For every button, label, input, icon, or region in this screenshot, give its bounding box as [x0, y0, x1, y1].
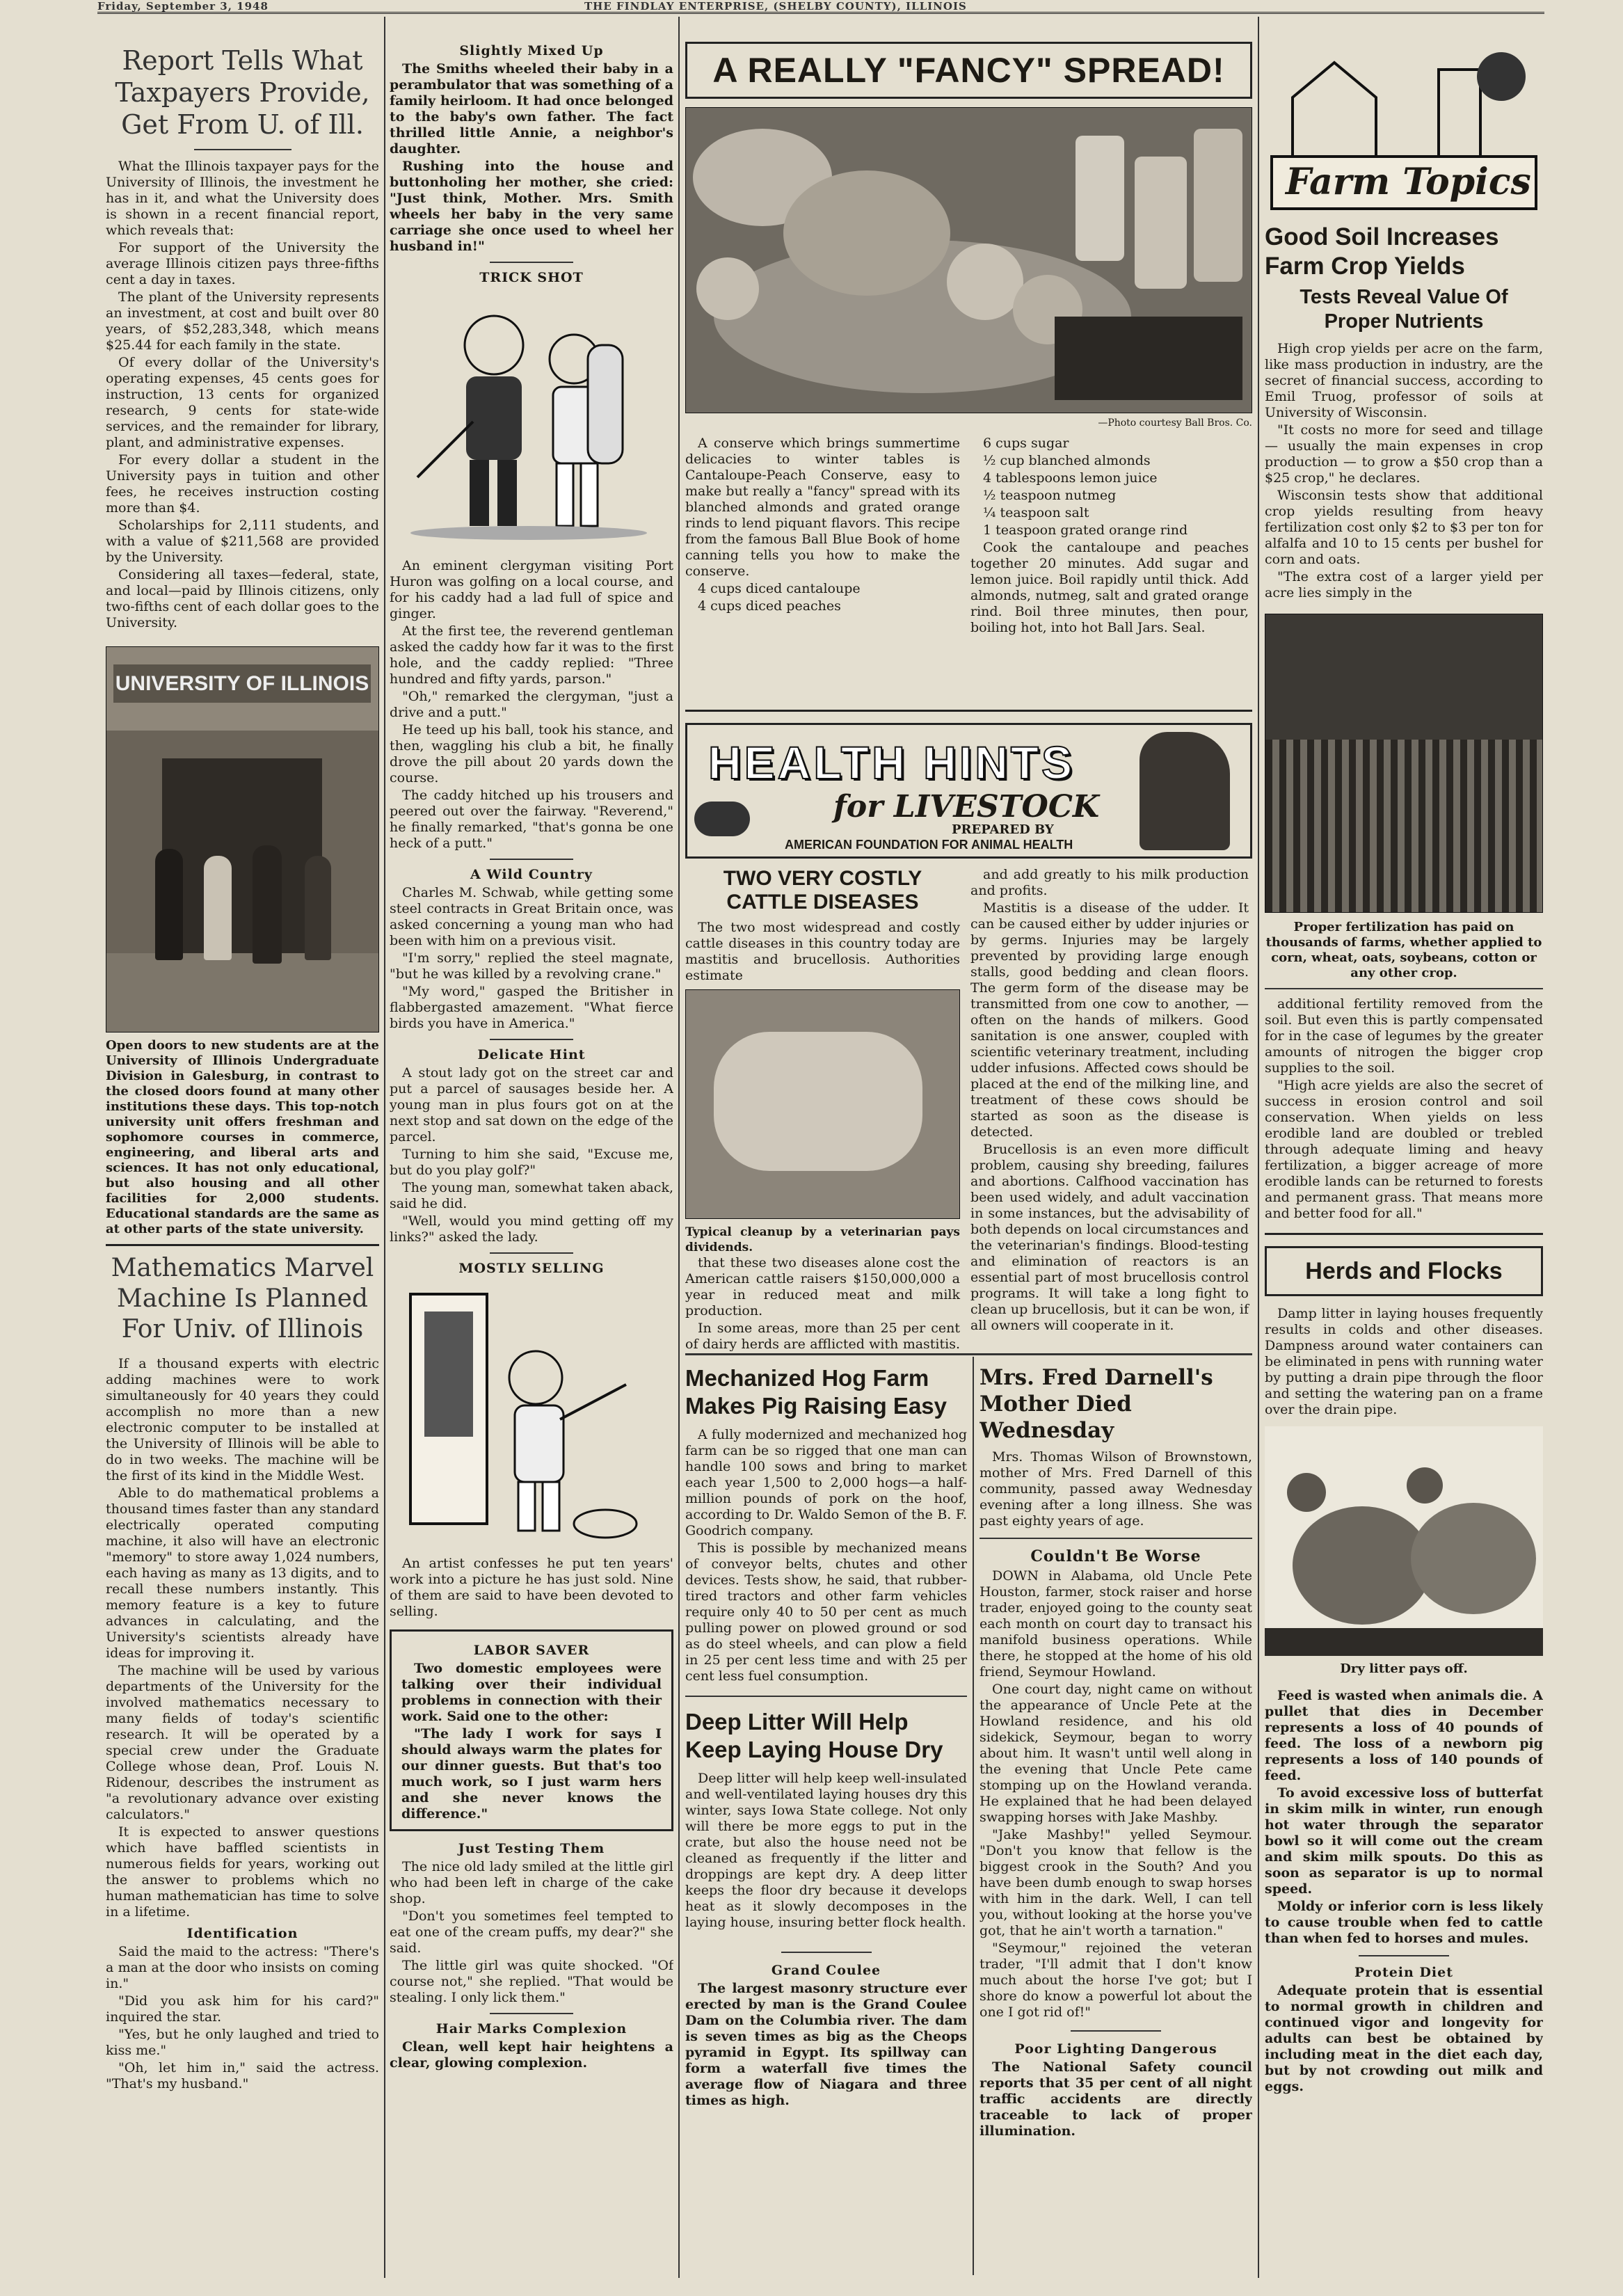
paragraph: Of every dollar of the University's operating expenses, 45 cents goes for instruction, 13 cents for organized research, 9 cents for state-wide services, and the remainder for library, plant, and administrative expenses. [106, 355, 379, 450]
divider [1265, 988, 1543, 989]
paragraph: For every dollar a student in the University pays in tuition and other fees, he receives instruction costing more than $4. [106, 452, 379, 516]
herds-flocks-title: Herds and Flocks [1265, 1246, 1543, 1296]
report-article [106, 159, 379, 631]
mixed-up-joke [390, 61, 673, 255]
divider [106, 1244, 379, 1246]
just-testing-title: Just Testing Them [458, 1841, 605, 1856]
divider [685, 1696, 967, 1697]
paragraph: Turning to him she said, "Excuse me, but do you play golf?" [390, 1147, 673, 1178]
divider [1071, 2030, 1161, 2032]
hair-title: Hair Marks Complexion [435, 2021, 627, 2036]
paragraph: High crop yields per acre on the farm, like mass production in industry, are the secret of financial success, according to Emil Truog, professor of soils at University of Wisconsin. [1265, 341, 1543, 420]
soil-subheadline: Tests Reveal Value Of Proper Nutrients [1300, 286, 1508, 333]
corn-photo-caption: Proper fertilization has paid on thousands of farms, whether applied to corn, wheat, oats, soybeans, cotton or any other crop. [1265, 920, 1542, 980]
paragraph: Wisconsin tests show that additional crop yields resulting from heavy fertilization cost only $2 to $3 per ton for alfalfa and 10 to 15 cents per bushel for corn and oats. [1265, 488, 1543, 567]
paragraph: For support of the University the average Illinois citizen pays three-fifths cent a day in taxes. [106, 240, 379, 287]
paragraph: Deep litter will help keep well-insulated and well-ventilated laying houses dry this winter, says Iowa State college. Not only will there be more eggs to put in the crate, but also the house need not be cleaned as frequently if the litter and droppings are kept dry. A deep litter keeps the floor dry because it develops heat as it slowly decomposes in the laying house, insuring better flock health. [685, 1771, 967, 1930]
paragraph: "Did you ask him for his card?" inquired the star. [106, 1993, 379, 2025]
paragraph: "Jake Mashby!" yelled Seymour. "Don't you know that fellow is the biggest crook in the South? And you have been dumb enough to swap horses with him in the dark. Well, I can tell you, without looking at the horse you've got, that he ain't worth a tarnation." [980, 1827, 1252, 1938]
paragraph: Two domestic employees were talking over their individual problems in connection with their work. Said one to the other: [401, 1661, 662, 1724]
cattle-photo-caption: Typical cleanup by a veterinarian pays dividends. [685, 1225, 960, 1254]
recipe-left [685, 436, 960, 616]
paragraph: In some areas, more than 25 per cent of dairy herds are afflicted with mastitis. [685, 1321, 960, 1351]
conserve-recipe [685, 436, 1252, 700]
paragraph: Feed is wasted when animals die. A pullet that dies in December represents a loss of 40 pounds of feed. The loss of a newborn pig represents a loss of 140 pounds of feed. [1265, 1688, 1543, 1783]
issue-date: Friday, September 3, 1948 [97, 0, 269, 13]
darnell-article [980, 1449, 1252, 1529]
wild-country-title: A Wild Country [470, 867, 593, 882]
protein-title: Protein Diet [1354, 1965, 1454, 1980]
ingredients-right [970, 436, 1249, 539]
paragraph: ¼ teaspoon salt [983, 505, 1089, 520]
worse-title: Couldn't Be Worse [1030, 1547, 1201, 1565]
column-1 [106, 15, 379, 2290]
divider [194, 149, 291, 150]
identification-joke [106, 1944, 379, 2092]
cattle-right [970, 867, 1249, 1335]
paragraph: "Well, would you mind getting off my links?" asked the lady. [390, 1213, 673, 1245]
farm-topics-title: Farm Topics [1286, 161, 1531, 203]
mostly-selling-title: MOSTLY SELLING [458, 1261, 605, 1276]
farm-topics-logo [1265, 35, 1543, 216]
paper-name: THE FINDLAY ENTERPRISE, (SHELBY COUNTY), ILLINOIS [584, 0, 967, 13]
health-org: AMERICAN FOUNDATION FOR ANIMAL HEALTH [785, 838, 1073, 852]
recipe-right [970, 436, 1249, 637]
university-photo-caption: Open doors to new students are at the University of Illinois Undergraduate Division in Galesburg, in contrast to the closed doors found at many other institutions these days. This top-notch university unit offers freshman and sophomore courses in commerce, engineering, and liberal arts and sciences. It has not only educational, but also housing and all other facilities for 2,000 students. Educational standards are the same as at other parts of the state university. [106, 1038, 379, 1236]
paragraph: Damp litter in laying houses frequently results in colds and other diseases. Dampness around water containers can be eliminated in pens with running water by putting a drain pipe through the floor and setting the watering pan on a frame over the drain pipe. [1265, 1306, 1543, 1417]
paragraph: "I'm sorry," replied the steel magnate, "but he was killed by a revolving crane." [390, 950, 673, 982]
paragraph: "Seymour," rejoined the veteran trader, "I'll admit that I don't know much about the horse I've got; but I shore do know a powerful lot about the one I got rid of!" [980, 1940, 1252, 2020]
paragraph: "My word," gasped the Britisher in flabbergasted amazement. "What fierce birds you have in America." [390, 984, 673, 1031]
paragraph: A fully modernized and mechanized hog farm can be so rigged that one man can handle 100 sows and bring to market each year 1,500 to 2,000 hogs—a half-million pounds of pork on the hoof, according to Dr. Waldo Semon of the B. F. Goodrich company. [685, 1427, 967, 1538]
paragraph: The Smiths wheeled their baby in a perambulator that was something of a family heirloom. It had once belonged to the baby's own father. The fact thrilled little Annie, a neighbor's daughter. [390, 61, 673, 157]
paragraph: One court day, night came on without the appearance of Uncle Pete at the Howland residence, and his old sidekick, Seymour, began to worry about him. It wasn't until well along in the evening that Uncle Pete came stomping up on the Howland veranda. He explained that he had been delayed swapping horses with Jake Mashby. [980, 1682, 1252, 1825]
golf-cartoon [390, 289, 673, 554]
litter-article [685, 1771, 967, 1931]
paragraph: and add greatly to his milk production and profits. [970, 867, 1249, 898]
paragraph: 4 cups diced cantaloupe [698, 581, 861, 596]
divider [685, 710, 1252, 712]
paragraph: "Oh," remarked the clergyman, "just a drive and a putt." [390, 689, 673, 720]
column-5 [1265, 15, 1543, 2290]
litter-headline: Deep Litter Will Help Keep Laying House Dry [685, 1709, 943, 1762]
hens-photo [1265, 1426, 1543, 1656]
divider [490, 1252, 573, 1254]
report-headline: Report Tells What Taxpayers Provide, Get From U. of Ill. [115, 45, 370, 140]
lighting-article [980, 2059, 1252, 2139]
divider [490, 262, 573, 263]
hens-caption: Dry litter pays off. [1340, 1661, 1468, 1676]
column-rule [678, 17, 680, 2278]
masthead [97, 0, 1544, 14]
paragraph: Adequate protein that is essential to normal growth in children and continued vigor and longevity for adults can best be obtained by including meat in the diet each day, but by not crowding out milk and eggs. [1265, 1983, 1543, 2094]
soil-headline: Good Soil Increases Farm Crop Yields [1265, 223, 1499, 280]
worse-story [980, 1568, 1252, 2020]
cattle-left-text [685, 920, 960, 984]
herds-article-2 [1265, 1688, 1543, 1947]
wild-country-story [390, 885, 673, 1032]
cattle-left [685, 867, 960, 1351]
column-rule [973, 1357, 974, 2275]
horse-icon [1140, 732, 1230, 850]
photo-credit: —Photo courtesy Ball Bros. Co. [1098, 417, 1252, 429]
paragraph: To avoid excessive loss of butterfat in skim milk in winter, run enough hot water through the separator bowl so it will come out the cream and skim milk spouts. Do this as soon as separator is up to normal speed. [1265, 1785, 1543, 1897]
delicate-hint-story [390, 1065, 673, 1245]
paragraph: Mastitis is a disease of the udder. It can be caused either by udder injuries or by germs. Injuries may be largely prevented by providing large enough stalls, good bedding and clean floors. The germ form of the disease may be transmitted from one cow to another, — often on the hands of milkers. Good sanitation is one answer, coupled with scientific veterinary treatment, including udder infusions. Affected cows should be placed at the end of the milking line, and treatment of these cows should be started as soon as the disease is detected. [970, 900, 1249, 1140]
hair-story [390, 2039, 673, 2071]
paragraph: Rushing into the house and buttonholing her mother, she cried: "Just think, Mother. Mrs. Smith wheels her baby in the very same carriage she once used to wheel her husband in!" [390, 159, 673, 254]
cattle-photo [685, 989, 960, 1219]
paragraph: The machine will be used by various departments of the University for the involved mathematics necessary to many fields of today's scientific research. It will be operated by a special crew under the Graduate College whose dean, Prof. Louis N. Ridenour, describes the instrument as "a revolutionary advance over existing calculators." [106, 1663, 379, 1822]
paragraph: 4 tablespoons lemon juice [983, 470, 1158, 486]
paragraph: The young man, somewhat taken aback, said he did. [390, 1180, 673, 1211]
paragraph: Considering all taxes—federal, state, and local—paid by Illinois citizens, only two-fifths cent of each dollar goes to the University. [106, 567, 379, 630]
divider [490, 2013, 573, 2014]
paragraph: An artist confesses he put ten years' work into a picture he has just sold. Nine of them are said to have been devoted to selling. [390, 1556, 673, 1619]
paragraph: Able to do mathematical problems a thousand times faster than any standard electrically operated computing machine, it also will have an electronic "memory" to store away 1,024 numbers, each having as many as 13 digits, and to recall these numbers instantly. This memory feature is a key to future advances in calculating, and the University's scientists already have ideas for improving it. [106, 1485, 379, 1661]
labor-saver-story [401, 1661, 662, 1822]
cattle-left-text-2 [685, 1255, 960, 1351]
divider [980, 1538, 1252, 1539]
paragraph: "The extra cost of a larger yield per acre lies simply in the [1265, 569, 1543, 600]
trick-shot-title: TRICK SHOT [479, 270, 584, 285]
paragraph: that these two diseases alone cost the American cattle raisers $150,000,000 a year in reduced meat and milk production. [685, 1255, 960, 1318]
column-2 [390, 15, 673, 2290]
center-bottom-right [980, 1360, 1252, 2279]
mostly-selling-story [390, 1556, 673, 1620]
soil-article-2 [1265, 996, 1543, 1222]
paragraph: "Oh, let him in," said the actress. "That's my husband." [106, 2060, 379, 2091]
column-rule [1258, 17, 1259, 2278]
paragraph: DOWN in Alabama, old Uncle Pete Houston, farmer, stock raiser and horse trader, enjoyed going to the county seat each month on court day to transact his manifold business operations. While there, he stopped at the home of his old friend, Seymour Howland. [980, 1568, 1252, 1680]
paragraph: The National Safety council reports that 35 per cent of all night traffic accidents are directly traceable to lack of proper illumination. [980, 2059, 1252, 2139]
paragraph: Clean, well kept hair heightens a clear, glowing complexion. [390, 2039, 673, 2071]
darnell-headline: Mrs. Fred Darnell's Mother Died Wednesday [980, 1365, 1213, 1443]
artist-cartoon [390, 1280, 673, 1552]
health-hints-title: HEALTH HINTS [708, 737, 1076, 788]
identification-title: Identification [186, 1926, 298, 1941]
coulee-article [685, 1981, 967, 2109]
university-photo [106, 646, 379, 1033]
conserve-photo [685, 107, 1252, 413]
paragraph: "Don't you sometimes feel tempted to eat one of the cream puffs, my dear?" she said. [390, 1908, 673, 1956]
paragraph: This is possible by mechanized means of conveyor belts, chutes and other devices. Tests show, he said, that rubber-tired tractors and other farm vehicles require only 40 to 50 per cent as much pulling power on plowed ground or sod as do steel wheels, and can plow a field in 25 per cent less time and with 25 per cent less fuel consumption. [685, 1540, 967, 1684]
just-testing-story [390, 1859, 673, 2006]
paragraph: He teed up his ball, took his stance, and then, waggling his club a bit, he finally drove the pill about 20 yards down the course. [390, 722, 673, 786]
paragraph: Brucellosis is an even more difficult problem, causing shy breeding, failures and abortions. Calfhood vaccination has been used widely, and adult vaccination in some instances, but the advisability of both depends on local circumstances and the veterinarian's findings. Blood-testing and elimination of reactors is an essential part of most brucellosis control programs. It will take a long fight to clean up brucellosis, but it can be won, if all owners will cooperate in it. [970, 1142, 1249, 1333]
math-headline: Mathematics Marvel Machine Is Planned For Univ. of Illinois [111, 1254, 374, 1344]
paragraph: ½ cup blanched almonds [983, 453, 1151, 468]
university-sign: UNIVERSITY OF ILLINOIS [113, 664, 371, 703]
paragraph: An eminent clergyman visiting Port Huron was golfing on a local course, and for his caddy had a lad full of spice and ginger. [390, 558, 673, 621]
paragraph: The caddy hitched up his trousers and peered out over the fairway. "Reverend," he finally remarked, "that's gonna be one heck of a putt." [390, 788, 673, 851]
health-hints-banner [685, 723, 1252, 859]
paragraph: The largest masonry structure ever erected by man is the Grand Coulee Dam on the Columbia river. The dam is seven times as big as the Cheops pyramid in Egypt. Its spillway can form a waterfall five times the average flow of Niagara and three times as high. [685, 1981, 967, 2108]
divider [490, 859, 573, 860]
math-article [106, 1356, 379, 1920]
paragraph: Said the maid to the actress: "There's a man at the door who insists on coming in." [106, 1944, 379, 1991]
cattle-headline: TWO VERY COSTLY CATTLE DISEASES [723, 867, 922, 914]
paragraph: The plant of the University represents an investment, at cost and built over 80 years, of $52,283,348, which means $25.44 for each family in the state. [106, 289, 379, 353]
paragraph: "High acre yields are also the secret of success in erosion control and soil conservation. When yields on less erodible land are doubled or trebled through adequate liming and heavy fertilization, a bigger acreage of more erodible lands can be returned to forests and permanent grass. That means more and better food for all." [1265, 1078, 1543, 1221]
paragraph: 6 cups sugar [983, 436, 1069, 451]
coulee-title: Grand Coulee [771, 1963, 881, 1978]
trick-shot-story [390, 558, 673, 852]
paragraph: A stout lady got on the street car and put a parcel of sausages beside her. A young man in plus fours got on at the next stop and sat down on the edge of the parcel. [390, 1065, 673, 1145]
spread-headline: A REALLY "FANCY" SPREAD! [685, 42, 1252, 99]
column-rule [384, 17, 385, 2278]
labor-saver-box [390, 1629, 673, 1831]
divider [685, 1353, 1252, 1355]
corn-photo [1265, 614, 1543, 913]
recipe-method: Cook the cantaloupe and peaches together 20 minutes. Add sugar and lemon juice. Boil rapidly until thick. Add almonds, nutmeg, salt and grated orange rind. Boil three minutes, then pour, boiling hot, into hot Ball Jars. Seal. [970, 540, 1249, 635]
mixed-up-title: Slightly Mixed Up [459, 43, 604, 58]
pig-icon [694, 802, 750, 836]
paragraph: The nice old lady smiled at the little girl who had been left in charge of the cake shop. [390, 1859, 673, 1906]
paragraph: At the first tee, the reverend gentleman asked the caddy how far it was to the first hole, and the caddy replied: "Three hundred and fifty yards, parson." [390, 623, 673, 687]
divider [1359, 1955, 1449, 1956]
delicate-hint-title: Delicate Hint [477, 1047, 586, 1062]
paragraph: 4 cups diced peaches [698, 598, 841, 614]
paragraph: "Yes, but he only laughed and tried to kiss me." [106, 2027, 379, 2058]
paragraph: If a thousand experts with electric adding machines were to work simultaneously for 40 years they could accomplish no more than a new electronic computer to be installed at the University of Illinois will be able to do in two weeks. The machine will be the first of its kind in the Middle West. [106, 1356, 379, 1483]
paragraph: 1 teaspoon grated orange rind [983, 523, 1188, 538]
divider [1265, 1233, 1543, 1235]
cattle-article [685, 867, 1252, 1351]
soil-article [1265, 341, 1543, 601]
divider [490, 1039, 573, 1040]
lighting-title: Poor Lighting Dangerous [1014, 2041, 1217, 2057]
hog-headline: Mechanized Hog Farm Makes Pig Raising Easy [685, 1365, 948, 1419]
protein-article [1265, 1983, 1543, 2095]
ingredients-left [685, 581, 960, 614]
paragraph: What the Illinois taxpayer pays for the University of Illinois, the investment he has in it, and what the University does is shown in a recent financial report, which reveals that: [106, 159, 379, 238]
recipe-intro: A conserve which brings summertime delicacies to winter tables is Cantaloupe-Peach Conserve, easy to make but really a "fancy" spread with its blanched almonds and grated orange rinds to lend piquant flavors. This recipe from the famous Ball Blue Book of home canning tells you how to make the conserve. [685, 436, 960, 579]
divider [781, 1952, 872, 1953]
labor-saver-title: LABOR SAVER [473, 1643, 590, 1658]
paragraph: Charles M. Schwab, while getting some steel contracts in Great Britain once, was asked concerning a young man who had been with him on a previous visit. [390, 885, 673, 948]
paragraph: Mrs. Thomas Wilson of Brownstown, mother of Mrs. Fred Darnell of this community, passed away Wednesday evening after a long illness. She was past eighty years of age. [980, 1449, 1252, 1529]
health-prepared-by: PREPARED BY [952, 822, 1054, 837]
herds-article [1265, 1306, 1543, 1418]
paragraph: The two most widespread and costly cattle diseases in this country today are mastitis and brucellosis. Authorities estimate [685, 920, 960, 983]
paragraph: "The lady I work for says I should always warm the plates for our dinner guests. But that's too much work, so I just warm hers and she never knows the difference." [401, 1726, 662, 1821]
paragraph: additional fertility removed from the soil. But even this is partly compensated for in the case of legumes by the greater amounts of nitrogen the bigger crop supplies to the soil. [1265, 996, 1543, 1076]
paragraph: Moldy or inferior corn is less likely to cause trouble when fed to cattle than when fed to horses and mules. [1265, 1899, 1543, 1946]
center-bottom-left [685, 1360, 967, 2279]
paragraph: ½ teaspoon nutmeg [983, 488, 1117, 503]
hog-article [685, 1427, 967, 1684]
health-hints-for: for LIVESTOCK [833, 789, 1100, 824]
paragraph: Scholarships for 2,111 students, and with a value of $211,568 are provided by the University. [106, 518, 379, 565]
center-top [685, 15, 1252, 1351]
paragraph: "It costs no more for seed and tillage — usually the main expenses in crop production — to grow a $50 crop than a $25 crop," he declares. [1265, 422, 1543, 486]
paragraph: The little girl was quite shocked. "Of course not," she replied. "That would be stealing. I only lick them." [390, 1958, 673, 2005]
paragraph: It is expected to answer questions which have baffled scientists in numerous fields for years, working out the answer to problems which no human mathematician has time to solve in a lifetime. [106, 1824, 379, 1920]
